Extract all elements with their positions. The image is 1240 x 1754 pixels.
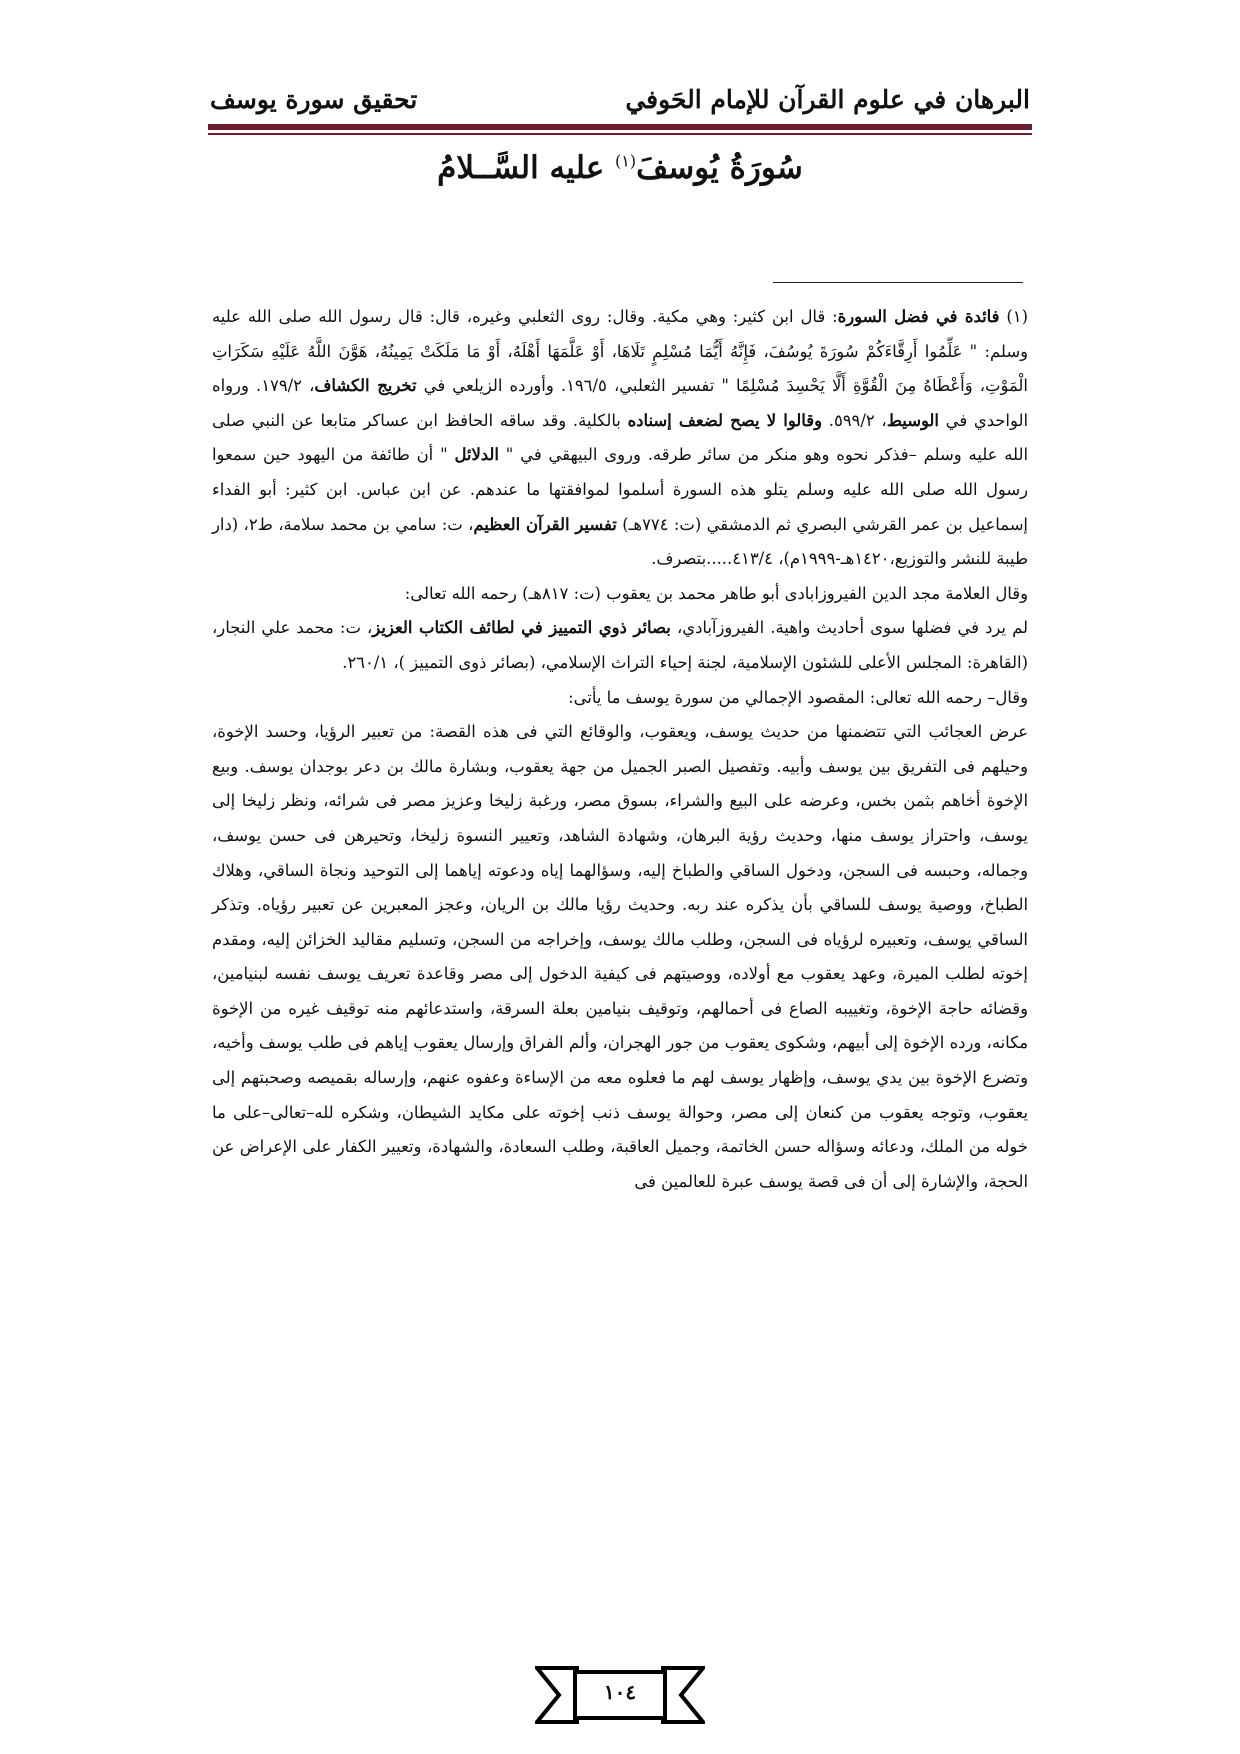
bold-reference: تخريج الكشاف (314, 376, 417, 396)
footnote-body (212, 300, 1028, 1199)
header-rule-thin (208, 133, 1032, 135)
bold-reference: تفسير القرآن العظيم (473, 514, 617, 534)
bold-reference: وقالوا لا يصح لضعف إسناده (627, 410, 823, 430)
footnote-text: " أن طائفة من اليهود حين سمعوا رسول الله صلى الله عليه وسلم يتلو هذه السورة أسلموا لموافقتها ما عندهم. عن ابن عباس. ابن كثير: أبو الفداء إسماعيل بن عمر القرشي البصري ثم الدمشقي (ت: ٧٧٤هـ) (212, 445, 1028, 534)
footnote-text: ، ٥٩٩/٢. (822, 410, 887, 430)
running-header (210, 76, 1030, 122)
footnote-paragraph-4: وقال– رحمه الله تعالى: المقصود الإجمالي من سورة يوسف ما يأتى: (568, 687, 1028, 707)
bold-reference: الوسيط (886, 410, 939, 430)
footnote-text: ، ت: محمد علي النجار، (القاهرة: المجلس الأعلى للشئون الإسلامية، لجنة إحياء التراث الإسلامي، (بصائر ذوى التمييز )، ٢٦٠/١. (212, 618, 1028, 672)
footnote-text: ، ١٧٩/٢. ورواه الواحدي في (212, 376, 1028, 430)
section-title: تحقيق سورة يوسف (210, 84, 418, 114)
bold-reference: بصائر ذوي التمييز في لطائف الكتاب العزيز (372, 618, 671, 638)
surah-title-suffix: عليه السَّــلامُ (437, 150, 605, 186)
bold-reference: الدلائل (454, 445, 499, 465)
book-title: البرهان في علوم القرآن للإمام الحَوفي (625, 84, 1030, 114)
page-number: ١٠٤ (603, 1680, 637, 1704)
footnote-text: بالكلية. وقد ساقه الحافظ ابن عساكر متابعا عن النبي صلى الله عليه وسلم –فذكر نحوه وهو منكر من سائر طرقه. وروى البيهقي في " (212, 410, 1028, 465)
footnote-paragraph-1 (212, 300, 1028, 577)
footnote-text: لم يرد في فضلها سوى أحاديث واهية. الفيروزآبادي، (670, 618, 1028, 638)
footnote-paragraph-2: وقال العلامة مجد الدين الفيروزابادى أبو طاهر محمد بن يعقوب (ت: ٨١٧هـ) رحمه الله تعالى: (404, 583, 1028, 603)
footnote-paragraph-5: عرض العجائب التي تتضمنها من حديث يوسف، ويعقوب، والوقائع التي فى هذه القصة: من تعبير الرؤيا، وحسد الإخوة، وحيلهم فى التفريق بين يوسف وأبيه. وتفصيل الصبر الجميل من جهة يعقوب، وبشارة مالك بن دعر بوجدان يوسف. وبيع الإخوة أخاهم بثمن بخس، وعرضه على البيع والشراء، بسوق مصر، ورغبة زليخا وعزيز مصر فى شرائه، ونظر زليخا إلى يوسف، واحتراز يوسف منها، وحديث رؤية البرهان، وشهادة الشاهد، وتعيير النسوة زليخا، وتحيرهن فى حسن يوسف، وجماله، وحبسه فى السجن، ودخول الساقي والطباخ إليه، وسؤالهما إياه ودعوته إياهما إلى التوحيد ونجاة الساقي، وهلاك الطباخ، ووصية يوسف للساقي بأن يذكره عند ربه. وحديث رؤيا مالك بن الريان، وعجز المعبرين عن تعبير رؤياه. وتذكر الساقي يوسف، وتعبيره لرؤياه فى السجن، وطلب مالك يوسف، وإخراجه من السجن، وتسليم مقاليد الخزائن إليه، ومقدم إخوته لطلب الميرة، وعهد يعقوب مع أولاده، ووصيتهم فى كيفية الدخول إلى مصر وقاعدة تعريف يوسف نفسه لبنيامين، وقضائه حاجة الإخوة، وتغييبه الصاع فى أحمالهم، وتوقيف بنيامين بعلة السرقة، واستدعائهم منه توقيف غيره من الإخوة مكانه، ورده الإخوة إلى أبيهم، وشكوى يعقوب من جور الهجران، وألم الفراق وإرسال يعقوب إياهم فى طلب يوسف وأخيه، وتضرع الإخوة بين يدي يوسف، وإظهار يوسف لهم ما فعلوه معه من الإساءة وعفوه عنهم، وإرساله بقميصه وصحبتهم إلى يعقوب، وتوجه يعقوب من كنعان إلى مصر، وحوالة يوسف ذنب إخوته على مكايد الشيطان، وشكره لله–تعالى–على ما خوله من الملك، ودعائه وسؤاله حسن الخاتمة، وجميل العاقبة، وطلب السعادة، والشهادة، وتعيير الكفار على الإعراض عن الحجة، والإشارة إلى أن فى قصة يوسف عبرة للعالمين فى (212, 722, 1028, 1191)
footnote-text: : قال ابن كثير: وهي مكية. وقال: روى الثعلبي وغيره، قال: قال رسول الله صلى الله عليه وسلم: " عَلِّمُوا أَرِقَّاءَكُمْ سُورَةَ يُوسُفَ، فَإِنَّهُ أَيُّمَا مُسْلِمٍ تَلَاهَا، أَوْ عَلَّمَهَا أَهْلَهُ، أَوْ مَا مَلَكَتْ يَمِينُهُ، هَوَّنَ اللَّهُ عَلَيْهِ سَكَرَاتِ الْمَوْتِ، وَأَعْطَاهُ مِنَ الْقُوَّةِ أَلَّا يَحْسِدَ مُسْلِمًا " تفسير الثعلبي، ١٩٦/٥. وأورده الزيلعي في (212, 307, 1028, 396)
page-number-ribbon (535, 1664, 705, 1726)
footnote-paragraph-3 (212, 611, 1028, 680)
header-rule (208, 124, 1032, 135)
footnote-text: ، ت: سامي بن محمد سلامة، ط٢، (دار طيبة للنشر والتوزيع،١٤٢٠هـ-١٩٩٩م)، ٤١٣/٤.....بتصرف. (212, 514, 1028, 569)
bold-heading: فائدة في فضل السورة (837, 307, 1000, 326)
footnote-marker: (١) (615, 151, 637, 171)
footnote-number: (١) (999, 307, 1028, 326)
surah-title (210, 150, 1030, 186)
header-rule-thick (208, 124, 1032, 130)
footnote-separator (773, 282, 1023, 283)
surah-name: سُورَةُ يُوسفَ (636, 150, 803, 186)
